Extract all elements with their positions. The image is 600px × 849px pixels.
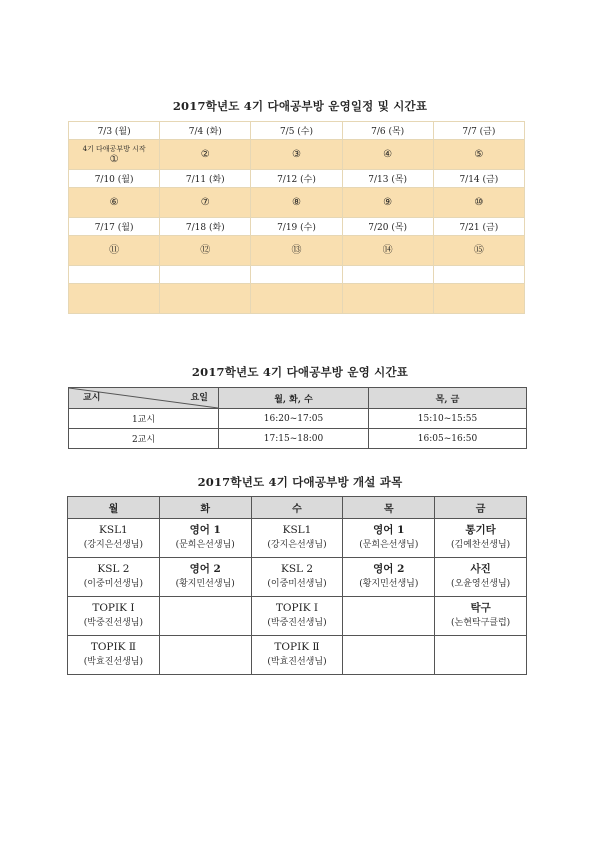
date-cell: 7/17 (월) bbox=[69, 218, 160, 236]
session-cell bbox=[69, 140, 160, 170]
course-name: 영어 1 bbox=[189, 524, 221, 536]
teacher-name: (황지민선생님) bbox=[175, 579, 235, 589]
day-header: 목 bbox=[343, 497, 435, 519]
courses-title: 2017학년도 4기 다애공부방 개설 과목 bbox=[197, 475, 403, 489]
session-number: ⑪ bbox=[109, 244, 120, 256]
week-sessions-row bbox=[69, 236, 525, 266]
course-name: TOPIK Ⅰ bbox=[92, 602, 135, 614]
date-cell: 7/4 (화) bbox=[160, 122, 251, 140]
date-cell: 7/10 (월) bbox=[69, 170, 160, 188]
day-header: 금 bbox=[435, 497, 527, 519]
course-row bbox=[68, 636, 527, 675]
date-cell: 7/14 (금) bbox=[433, 170, 524, 188]
teacher-name: (이중미선생님) bbox=[267, 579, 327, 589]
empty-course-cell bbox=[159, 636, 251, 675]
session-number: ⑦ bbox=[200, 196, 210, 208]
course-row bbox=[68, 558, 527, 597]
time-cell: 16:05~16:50 bbox=[369, 429, 527, 449]
course-name: 영어 2 bbox=[189, 563, 221, 575]
session-cell bbox=[433, 188, 524, 218]
teacher-name: (강지은선생님) bbox=[267, 540, 327, 550]
course-header-row bbox=[68, 497, 527, 519]
session-number: ⑫ bbox=[200, 244, 211, 256]
course-name: KSL 2 bbox=[280, 563, 313, 575]
course-row bbox=[68, 597, 527, 636]
calendar-title: 2017학년도 4기 다애공부방 운영일정 및 시간표 bbox=[172, 99, 428, 113]
day-header: 수 bbox=[251, 497, 343, 519]
course-name: 통기타 bbox=[465, 524, 496, 536]
empty-cell bbox=[342, 284, 433, 314]
session-number: ⑥ bbox=[109, 196, 119, 208]
empty-course-cell bbox=[343, 597, 435, 636]
operating-timetable bbox=[68, 387, 527, 449]
course-name: 사진 bbox=[470, 563, 491, 575]
session-number: ⑬ bbox=[291, 244, 302, 256]
course-cell bbox=[159, 519, 251, 558]
course-name: TOPIK Ⅱ bbox=[90, 641, 136, 653]
date-cell: 7/18 (화) bbox=[160, 218, 251, 236]
date-cell: 7/11 (화) bbox=[160, 170, 251, 188]
course-cell bbox=[435, 558, 527, 597]
date-cell: 7/12 (수) bbox=[251, 170, 342, 188]
course-cell bbox=[435, 519, 527, 558]
teacher-name: (이중미선생님) bbox=[83, 579, 143, 589]
course-row bbox=[68, 519, 527, 558]
course-cell bbox=[343, 519, 435, 558]
empty-cell bbox=[433, 266, 524, 284]
session-cell bbox=[433, 140, 524, 170]
course-name: KSL1 bbox=[282, 524, 312, 536]
timetable-row bbox=[69, 429, 527, 449]
course-table bbox=[67, 496, 527, 675]
empty-cell bbox=[251, 266, 342, 284]
session-cell bbox=[342, 188, 433, 218]
date-cell: 7/19 (수) bbox=[251, 218, 342, 236]
corner-cell bbox=[69, 388, 219, 409]
session-cell bbox=[69, 188, 160, 218]
teacher-name: (황지민선생님) bbox=[359, 579, 419, 589]
empty-cell bbox=[160, 284, 251, 314]
teacher-name: (강지은선생님) bbox=[83, 540, 143, 550]
session-number: ② bbox=[200, 148, 210, 160]
session-number: ⑤ bbox=[474, 148, 484, 160]
week-dates-row bbox=[69, 122, 525, 140]
day-header: 화 bbox=[159, 497, 251, 519]
session-number: ⑧ bbox=[291, 196, 301, 208]
session-cell bbox=[342, 140, 433, 170]
date-cell: 7/7 (금) bbox=[433, 122, 524, 140]
course-cell bbox=[68, 519, 160, 558]
session-cell bbox=[160, 236, 251, 266]
course-cell bbox=[343, 558, 435, 597]
session-cell bbox=[251, 188, 342, 218]
time-cell: 16:20~17:05 bbox=[219, 409, 369, 429]
empty-course-cell bbox=[343, 636, 435, 675]
session-cell bbox=[160, 140, 251, 170]
course-cell bbox=[251, 597, 343, 636]
course-name: 탁구 bbox=[470, 602, 491, 614]
day-corner-label: 요일 bbox=[190, 393, 208, 403]
period-corner-label: 교시 bbox=[83, 393, 101, 403]
session-number: ① bbox=[109, 153, 119, 165]
teacher-name: (박효진선생님) bbox=[83, 657, 143, 667]
course-cell bbox=[159, 558, 251, 597]
session-cell bbox=[160, 188, 251, 218]
empty-row bbox=[69, 266, 525, 284]
time-cell: 15:10~15:55 bbox=[369, 409, 527, 429]
timetable-row bbox=[69, 409, 527, 429]
empty-course-cell bbox=[159, 597, 251, 636]
start-note: 4기 다애공부방 시작 bbox=[82, 144, 146, 153]
course-name: TOPIK Ⅱ bbox=[274, 641, 320, 653]
empty-cell bbox=[251, 284, 342, 314]
week-dates-row bbox=[69, 170, 525, 188]
course-cell bbox=[68, 558, 160, 597]
session-cell bbox=[251, 140, 342, 170]
teacher-name: (문희은선생님) bbox=[175, 540, 235, 550]
empty-course-cell bbox=[435, 636, 527, 675]
week-sessions-row bbox=[69, 188, 525, 218]
date-cell: 7/20 (목) bbox=[342, 218, 433, 236]
timetable-header-row bbox=[69, 388, 527, 409]
session-cell bbox=[342, 236, 433, 266]
session-number: ③ bbox=[291, 148, 301, 160]
course-name: 영어 1 bbox=[373, 524, 405, 536]
empty-cell bbox=[69, 284, 160, 314]
time-cell: 17:15~18:00 bbox=[219, 429, 369, 449]
day-header: 월 bbox=[68, 497, 160, 519]
teacher-name: (문희은선생님) bbox=[359, 540, 419, 550]
course-cell bbox=[68, 636, 160, 675]
schedule-calendar bbox=[68, 121, 525, 314]
session-number: ⑨ bbox=[383, 196, 393, 208]
session-cell bbox=[69, 236, 160, 266]
teacher-name: (박중진선생님) bbox=[83, 618, 143, 628]
empty-cell bbox=[69, 266, 160, 284]
session-number: ⑮ bbox=[473, 244, 484, 256]
date-cell: 7/21 (금) bbox=[433, 218, 524, 236]
date-cell: 7/3 (월) bbox=[69, 122, 160, 140]
session-number: ⑩ bbox=[474, 196, 484, 208]
session-number: ④ bbox=[383, 148, 393, 160]
date-cell: 7/5 (수) bbox=[251, 122, 342, 140]
period-cell: 2교시 bbox=[69, 429, 219, 449]
week-dates-row bbox=[69, 218, 525, 236]
empty-row bbox=[69, 284, 525, 314]
empty-cell bbox=[433, 284, 524, 314]
header-thf: 목, 금 bbox=[369, 388, 527, 409]
session-cell bbox=[251, 236, 342, 266]
course-cell bbox=[251, 519, 343, 558]
empty-cell bbox=[160, 266, 251, 284]
session-number: ⑭ bbox=[382, 244, 393, 256]
course-cell bbox=[68, 597, 160, 636]
teacher-name: (오윤영선생님) bbox=[451, 579, 511, 589]
timetable-title: 2017학년도 4기 다애공부방 운영 시간표 bbox=[191, 365, 409, 379]
week-sessions-row bbox=[69, 140, 525, 170]
course-name: 영어 2 bbox=[373, 563, 405, 575]
course-name: KSL1 bbox=[99, 524, 128, 536]
date-cell: 7/6 (목) bbox=[342, 122, 433, 140]
header-mtw: 월, 화, 수 bbox=[219, 388, 369, 409]
teacher-name: (김예찬선생님) bbox=[451, 540, 511, 550]
period-cell: 1교시 bbox=[69, 409, 219, 429]
course-name: KSL 2 bbox=[97, 563, 130, 575]
course-cell bbox=[435, 597, 527, 636]
course-cell bbox=[251, 558, 343, 597]
course-cell bbox=[251, 636, 343, 675]
empty-cell bbox=[342, 266, 433, 284]
course-name: TOPIK Ⅰ bbox=[275, 602, 319, 614]
date-cell: 7/13 (목) bbox=[342, 170, 433, 188]
teacher-name: (논현탁구클럽) bbox=[451, 618, 511, 628]
session-cell bbox=[433, 236, 524, 266]
teacher-name: (박중진선생님) bbox=[267, 618, 327, 628]
teacher-name: (박효진선생님) bbox=[267, 657, 327, 667]
